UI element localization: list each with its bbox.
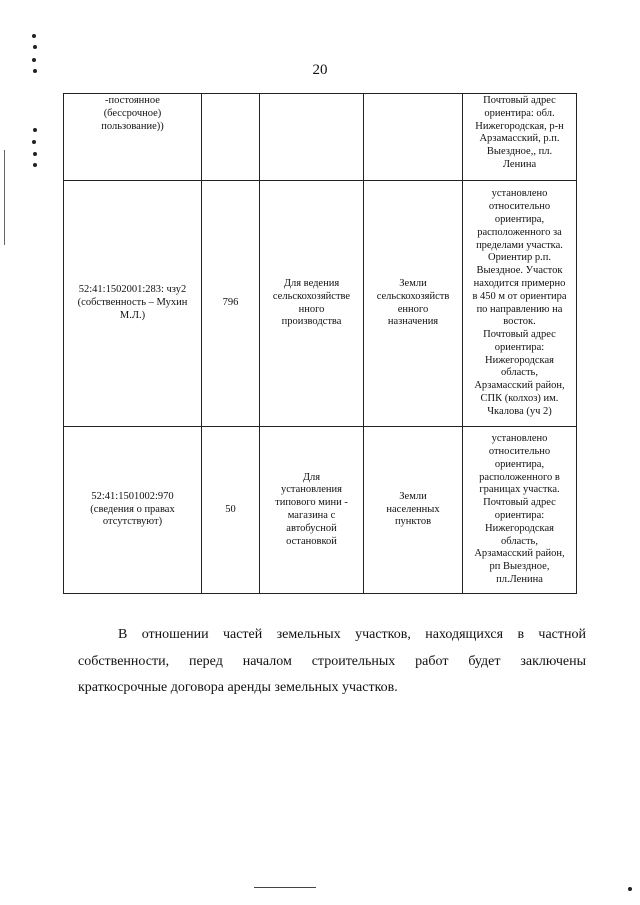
location-cell — [463, 94, 577, 181]
cell-text-line: Ленина — [502, 158, 537, 170]
cell-text-line: сельскохозяйстве — [272, 290, 351, 302]
paragraph-line: В отношении частей земельных участков, находящихся в частной — [118, 627, 586, 642]
cell-text-line: Арзамасский, р.п. — [479, 133, 560, 145]
corner-mark — [628, 887, 632, 891]
cell-text-line: пределами участка. — [476, 239, 563, 251]
cell-text-line: 52:41:1501002:970 — [91, 490, 174, 502]
land-category-cell — [364, 427, 463, 594]
cell-text-line: назначения — [387, 316, 439, 328]
margin-mark — [33, 128, 37, 132]
cell-text-line: ориентира, — [494, 458, 545, 470]
cell-text-line: пользование)) — [101, 120, 164, 132]
location-cell — [463, 427, 577, 594]
cell-text-line: Нижегородская — [485, 354, 554, 366]
cell-text-line: Арзамасский район, — [474, 548, 565, 560]
land-category-cell — [364, 181, 463, 427]
table-row — [64, 94, 577, 181]
cell-text-line: пунктов — [394, 516, 432, 528]
cell-text-line: область, — [501, 535, 538, 547]
table-row — [64, 427, 577, 594]
margin-mark — [33, 152, 37, 156]
cell-text-line: производства — [281, 316, 342, 328]
cell-text-line: установления — [281, 484, 342, 496]
cell-text-line: нного — [298, 303, 325, 315]
cell-text-line: область, — [501, 367, 538, 379]
cell-text-line: магазина с — [287, 510, 336, 521]
cell-text-line: Нижегородская — [485, 522, 554, 534]
cell-text-line: ориентира: — [494, 341, 545, 353]
cell-text-line: по направлению на — [476, 303, 563, 315]
paragraph-line: краткосрочные договора аренды земельных участков. — [78, 680, 398, 695]
cell-text-line: автобусной — [286, 522, 337, 534]
cadastral-cell — [64, 427, 202, 594]
cell-text-line: (собственность – Мухин — [77, 297, 188, 309]
cell-text-line: Почтовый адрес — [483, 95, 556, 106]
cell-text-line: Земли — [399, 277, 427, 289]
cell-text-line: 796 — [222, 297, 239, 309]
cell-text-line: типового мини - — [275, 497, 348, 509]
cell-text-line: расположенного в — [479, 471, 560, 483]
permitted-use-cell — [260, 94, 364, 181]
paragraph-line: собственности, перед началом строительных работ будет заключены — [78, 653, 586, 669]
cell-text-line: сельскохозяйств — [376, 290, 450, 302]
cell-text-line: Земли — [399, 490, 427, 502]
permitted-use-cell — [260, 427, 364, 594]
cell-text-line: (сведения о правах — [90, 503, 175, 515]
cell-text-line: Чкалова (уч 2) — [487, 405, 552, 417]
cell-text-line: СПК (колхоз) им. — [480, 393, 559, 405]
land-plots-table-body — [64, 94, 577, 594]
margin-mark — [33, 163, 37, 167]
cell-text-line: -постоянное — [105, 95, 160, 106]
cell-text-line: 52:41:1502001:283: чзу2 — [78, 284, 187, 296]
cell-text-line: Арзамасский район, — [474, 380, 565, 392]
margin-mark — [32, 34, 36, 38]
margin-mark — [33, 45, 37, 49]
cell-text-line: М.Л.) — [119, 309, 146, 321]
cadastral-cell — [64, 181, 202, 427]
table-row — [64, 181, 577, 427]
page-number: 20 — [312, 62, 328, 78]
cell-text-line: Почтовый адрес — [483, 497, 556, 509]
cell-text-line: Для — [302, 471, 321, 483]
location-cell — [463, 181, 577, 427]
body-paragraph — [78, 622, 586, 702]
cell-text-line: относительно — [488, 201, 551, 213]
land-plots-table — [63, 93, 577, 594]
margin-line — [4, 150, 5, 245]
cell-text-line: восток. — [503, 316, 536, 328]
cell-text-line: енного — [397, 303, 429, 315]
cell-text-line: ориентира: — [494, 510, 545, 521]
area-cell — [202, 94, 260, 181]
cell-text-line: Выездное. Участок — [476, 265, 563, 277]
cell-text-line: установлено — [491, 188, 548, 200]
cell-text-line: Ориентир р.п. — [488, 252, 551, 264]
permitted-use-cell — [260, 181, 364, 427]
cell-text-line: находится примерно — [473, 277, 566, 289]
cell-text-line: ориентира: обл. — [484, 107, 555, 119]
cell-text-line: ориентира, — [494, 213, 545, 225]
cell-text-line: отсутствуют) — [102, 516, 163, 528]
cell-text-line: расположенного за — [477, 226, 562, 238]
area-cell — [202, 181, 260, 427]
cell-text-line: населенных — [386, 503, 440, 515]
cell-text-line: 50 — [225, 503, 236, 515]
margin-mark — [32, 140, 36, 144]
cell-text-line: границах участка. — [479, 484, 560, 496]
footer-line — [254, 887, 316, 888]
cell-text-line: Для ведения — [283, 277, 340, 289]
cell-text-line: (бессрочное) — [103, 107, 162, 119]
cell-text-line: рп Выездное, — [489, 561, 550, 573]
cell-text-line: Почтовый адрес — [483, 329, 556, 341]
cell-text-line: установлено — [491, 433, 548, 445]
cadastral-cell — [64, 94, 202, 181]
cell-text-line: в 450 м от ориентира — [472, 290, 567, 302]
cell-text-line: Нижегородская, р-н — [475, 120, 564, 132]
cell-text-line: Выездное,, пл. — [486, 146, 553, 158]
area-cell — [202, 427, 260, 594]
cell-text-line: относительно — [488, 446, 551, 458]
land-category-cell — [364, 94, 463, 181]
cell-text-line: остановкой — [286, 535, 337, 547]
cell-text-line: пл.Ленина — [496, 573, 543, 585]
